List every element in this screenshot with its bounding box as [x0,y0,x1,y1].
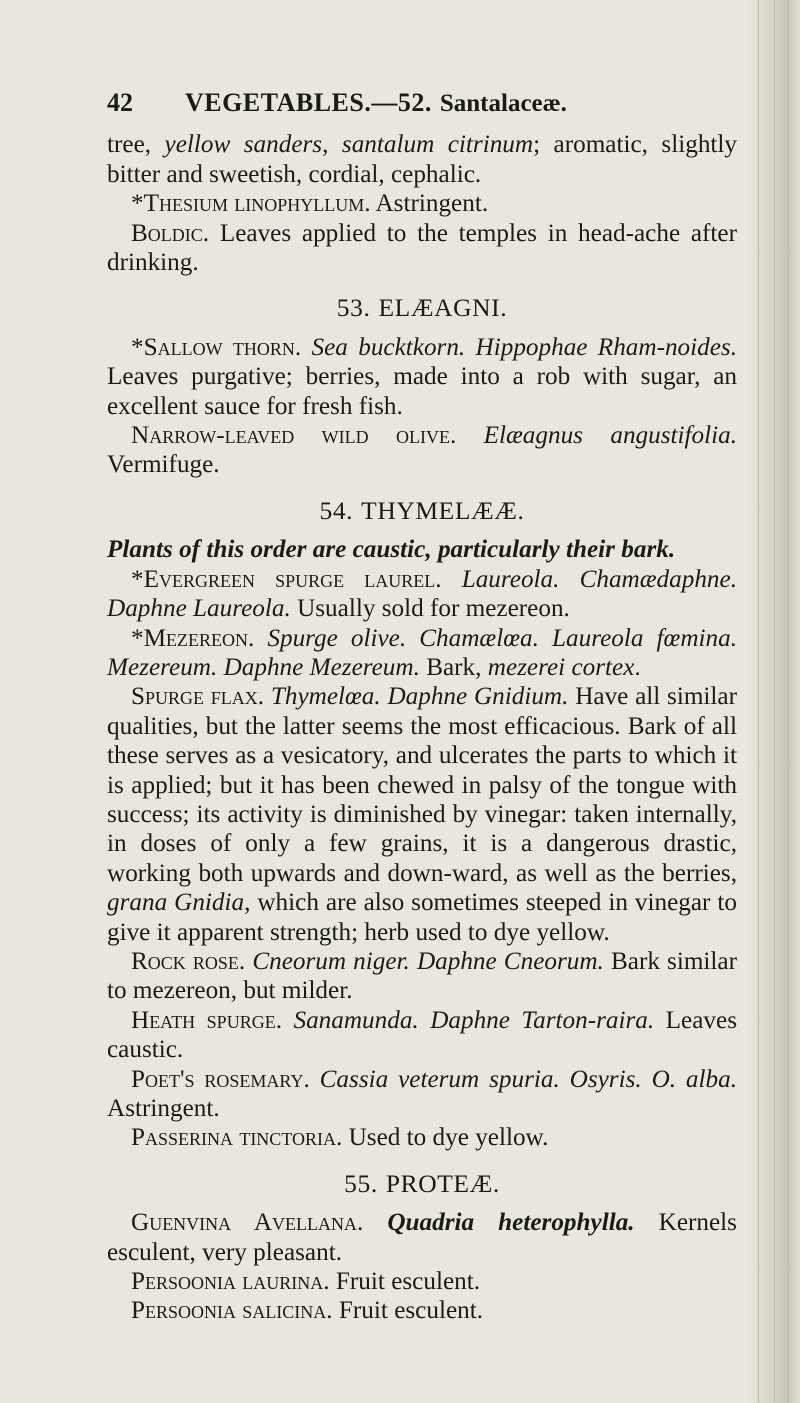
text: tree, [107,131,165,159]
text: . [634,653,641,681]
text [282,1007,293,1034]
section-title: THYMELÆÆ. [361,495,525,525]
page-edge-line [788,0,789,1403]
description: ; aromatic, slightly bitter and sweetish, cordial, cephalic. [107,131,737,188]
entry-name: Heath spurge. [131,1006,282,1034]
entry-heath-spurge [107,1006,737,1065]
latin-name: Cneorum niger. Daphne Cneorum. [252,947,604,975]
entry-name: Poet's rosemary. [131,1065,310,1093]
entry-boldic [107,219,737,278]
order-note: Plants of this order are caustic, particularly their bark. [107,536,676,564]
text: Bark, [419,653,488,681]
entry-spurge-flax [107,682,737,947]
page-edge [748,0,800,1403]
description: Usually sold for mezereon. [290,595,570,623]
latin-name: Elæagnus angustifolia. [483,422,738,450]
entry-name: Persoonia salicina. [131,1297,333,1325]
entry-name: *Thesium linophyllum. [131,190,371,218]
latin-name: Sea bucktkorn. Hippophae Rham-noides. [311,333,738,361]
description: Vermifuge. [107,451,220,479]
page-edge-line [758,0,759,1403]
family-name: Santalaceæ. [439,90,567,117]
latin-name: mezerei cortex [487,653,635,681]
entry-name: *Evergreen spurge laurel. [131,565,442,593]
entry-passerina [107,1123,737,1152]
page-edge-line [774,0,775,1403]
latin-name: santalum citrinum [341,131,534,159]
description: , which are also sometimes steeped in vinegar to give it apparent strength; herb used to dye yellow. [107,889,737,946]
latin-name: Spurge olive. Chamælœa. Laureola fœmina. Mezereum. Daphne Mezereum. [107,624,738,681]
text [442,566,462,593]
description: Leaves caustic. [107,1006,737,1064]
page-number: 42 [107,88,133,117]
section-title: ELÆAGNI. [378,293,508,323]
section-title: PROTEÆ. [385,1168,500,1198]
entry-persoonia-salicina [107,1296,737,1325]
description: Used to dye yellow. [342,1124,549,1152]
text [264,683,271,710]
entry-name: Boldic. [131,219,210,247]
entry-poets-rosemary [107,1065,737,1124]
book-page [107,88,737,1326]
section-number: 53. [336,293,371,323]
description: Fruit esculent. [329,1268,481,1296]
section-heading-53 [107,293,737,322]
entry-sallow-thorn [107,333,737,421]
text: , [322,131,342,159]
entry-guenvina [107,1208,737,1267]
latin-name: Quadria heterophylla. [387,1209,635,1237]
description: Leaves purgative; berries, made into a rob with sugar, an excellent sauce for fresh fish. [107,363,737,420]
section-heading-55 [107,1169,737,1198]
section-number: 54. [319,495,354,525]
entry-name: Rock rose. [131,947,246,975]
latin-name: Sanamunda. Daphne Tarton-raira. [293,1006,655,1034]
entry-name: *Sallow thorn. [131,333,302,361]
running-header [107,88,737,118]
entry-name: Passerina tinctoria. [131,1124,343,1152]
description: Fruit esculent. [332,1297,484,1325]
latin-name: Cassia veterum spuria. Osyris. O. alba. [319,1065,738,1093]
entry-rock-rose [107,947,737,1006]
description: Astringent. [107,1095,220,1122]
entry-name: *Mezereon. [131,624,255,652]
common-name: yellow sanders [164,131,323,159]
text [301,334,311,361]
latin-name: Laureola. Chamædaphne. Daphne Laureola. [107,565,737,623]
entry-thesium [107,189,737,218]
description: Kernels esculent, very pleasant. [107,1209,737,1266]
entry-mezereon [107,624,737,683]
text [363,1209,387,1236]
entry-name: Persoonia laurina. [131,1268,330,1296]
entry-name: Spurge flax. [131,683,265,711]
text [254,625,267,652]
running-title: VEGETABLES.—52. [185,88,432,117]
text [310,1066,320,1093]
latin-name: grana Gnidia [107,889,245,917]
text [456,422,483,449]
description: Have all similar qualities, but the latter seems the most efficacious. Bark of all these serves as a vesicatory, and ulcerates the parts to which it is applied; but it has been chewed in palsy of the tongue with success; its activity is diminished by vinegar: taken internally, in doses of only a few grains, it is a dangerous drastic, working both upwards and down-ward, as well as the berries, [107,683,737,887]
description: Bark similar to mezereon, but milder. [107,947,737,1005]
description: Astringent. [370,190,489,218]
description: Leaves applied to the temples in head-ache after drinking. [107,219,737,277]
entry-name: Guenvina Avellana. [131,1209,364,1237]
section-number: 55. [344,1168,378,1198]
paragraph-santalum [107,130,737,189]
entry-name: Narrow-leaved wild olive. [131,422,457,450]
entry-persoonia-laurina [107,1267,737,1296]
entry-wild-olive [107,421,737,480]
latin-name: Thymelœa. Daphne Gnidium. [270,683,569,711]
entry-spurge-laurel [107,565,737,624]
section-heading-54 [107,496,737,525]
